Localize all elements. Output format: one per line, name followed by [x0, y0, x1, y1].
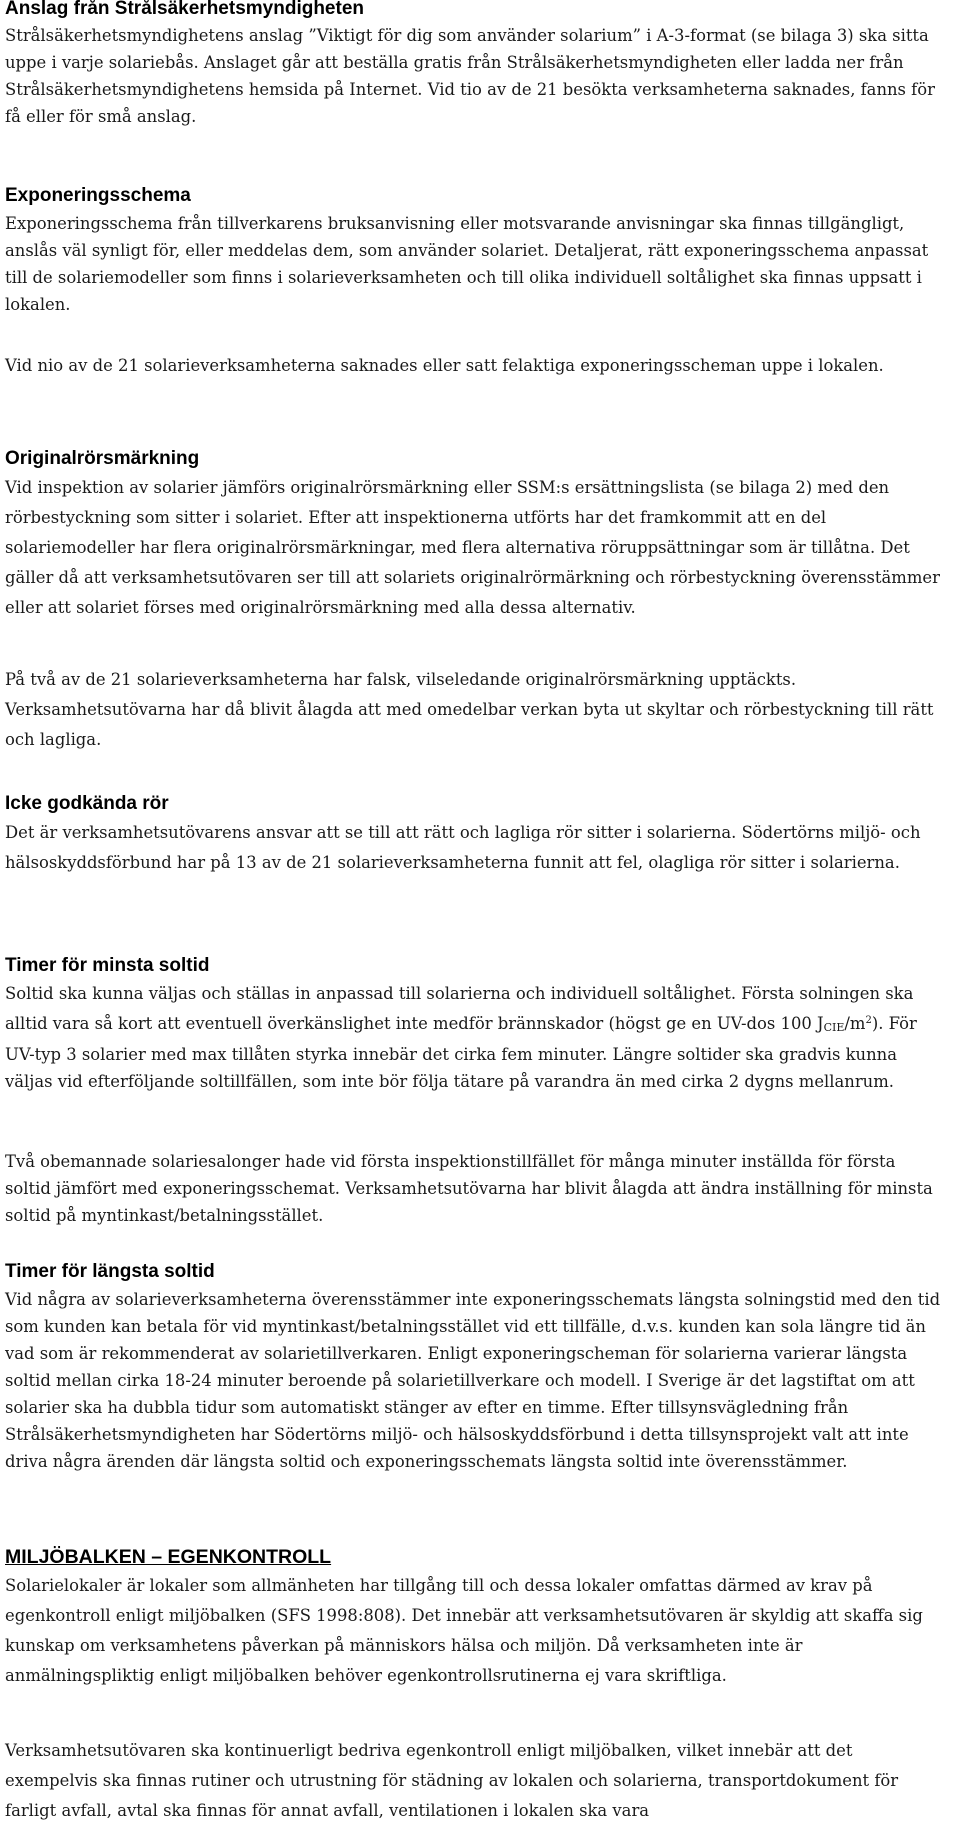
paragraph-timer-langsta-soltid: Vid några av solarieverksamheterna överensstämmer inte exponeringsschemats längsta solningstid med den tid som kunden kan betala för vid myntinkast/betalningsstället vid ett tillfälle, d.v.s. kunden kan sola längre tid än vad som är rekommenderat av solarietillverkaren. Enligt exponeringscheman för solarierna varierar längsta soltid mellan cirka 18-24 minuter beroende på solarietillverkare och modell. I Sverige är det lagstiftat om att solarier ska ha dubbla tidur som automatiskt stänger av efter en timme. Efter tillsynsvägledning från Strålsäkerhetsmyndigheten har Södertörns miljö- och hälsoskyddsförbund i detta tillsynsprojekt valt att inte driva några ärenden där längsta soltid och exponeringsschemats längsta soltid inte överensstämmer.	[5, 1290, 941, 1471]
heading-miljobalken: MILJÖBALKEN – EGENKONTROLL	[5, 1546, 332, 1568]
minsta-text-a: Soltid ska kunna väljas och ställas in anpassad till solarierna och individuell soltålighet. Första solningen ska alltid vara så kort att eventuell överkänslighet inte medför brännskador (högst ge en UV-dos 100 J	[5, 984, 914, 1033]
paragraph-originalrorsmarkning-1: Vid inspektion av solarier jämförs originalrörsmärkning eller SSM:s ersättningslista (se bilaga 2) med den rörbestyckning som sitter i solariet. Efter att inspektionerna utförts har det framkommit att en del solariemodeller har flera originalrörsmärkningar, med flera alternativa röruppsättningar som är tillåtna. Det gäller då att verksamhetsutövaren ser till att solariets originalrörmärkning och rörbestyckning överensstämmer eller att solariet förses med originalrörsmärkning med alla dessa alternativ.	[5, 478, 940, 617]
heading-timer-minsta-soltid: Timer för minsta soltid	[5, 955, 210, 976]
minsta-text-b: /m	[844, 1014, 866, 1033]
paragraph-exponeringsschema-2: Vid nio av de 21 solarieverksamheterna saknades eller satt felaktiga exponeringsscheman uppe i lokalen.	[5, 356, 884, 375]
minsta-text-c: ). För UV-typ 3 solarier med max tillåten styrka innebär det cirka fem minuter. Längre soltider ska gradvis kunna väljas vid efterföljande soltillfällen, som inte bör följa tätare på varandra än med cirka 2 dygns mellanrum.	[5, 1014, 917, 1091]
minsta-superscript: 2	[865, 1015, 872, 1026]
paragraph-originalrorsmarkning-2: På två av de 21 solarieverksamheterna har falsk, vilseledande originalrörsmärkning upptäckts. Verksamhetsutövarna har då blivit ålagda att med omedelbar verkan byta ut skyltar och rörbestyckning till rätt och lagliga.	[5, 670, 934, 749]
heading-originalrorsmarkning: Originalrörsmärkning	[5, 448, 200, 469]
paragraph-miljobalken-2: Verksamhetsutövaren ska kontinuerligt bedriva egenkontroll enligt miljöbalken, vilket innebär att det exempelvis ska finnas rutiner och utrustning för städning av lokalen och solarierna, transportdokument för farligt avfall, avtal ska finnas för annat avfall, ventilationen i lokalen ska vara	[5, 1741, 899, 1820]
paragraph-exponeringsschema-1: Exponeringsschema från tillverkarens bruksanvisning eller motsvarande anvisningar ska finnas tillgängligt, anslås väl synligt för, eller meddelas dem, som använder solariet. Detaljerat, rätt exponeringsschema anpassat till de solariemodeller som finns i solarieverksamheten och till olika individuell soltålighet ska finnas uppsatt i lokalen.	[5, 214, 929, 314]
heading-anslag: Anslag från Strålsäkerhetsmyndigheten	[5, 0, 364, 19]
heading-timer-langsta-soltid: Timer för längsta soltid	[5, 1261, 215, 1282]
heading-icke-godkanda-ror: Icke godkända rör	[5, 793, 169, 814]
paragraph-miljobalken-1: Solarielokaler är lokaler som allmänheten har tillgång till och dessa lokaler omfattas därmed av krav på egenkontroll enligt miljöbalken (SFS 1998:808). Det innebär att verksamhetsutövaren är skyldig att skaffa sig kunskap om verksamhetens påverkan på människors hälsa och miljön. Då verksamheten inte är anmälningspliktig enligt miljöbalken behöver egenkontrollsrutinerna ej vara skriftliga.	[5, 1576, 923, 1685]
paragraph-timer-minsta-soltid-2: Två obemannade solariesalonger hade vid första inspektionstillfället för många minuter inställda för första soltid jämfört med exponeringsschemat. Verksamhetsutövarna har blivit ålagda att ändra inställning för minsta soltid på myntinkast/betalningsstället.	[5, 1152, 933, 1225]
paragraph-icke-godkanda-ror: Det är verksamhetsutövarens ansvar att se till att rätt och lagliga rör sitter i solarierna. Södertörns miljö- och hälsoskyddsförbund har på 13 av de 21 solarieverksamheterna funnit att fel, olagliga rör sitter i solarierna.	[5, 823, 921, 872]
minsta-subscript: CIE	[823, 1021, 845, 1034]
paragraph-timer-minsta-soltid-1	[5, 980, 945, 1095]
paragraph-anslag: Strålsäkerhetsmyndighetens anslag ”Viktigt för dig som använder solarium” i A-3-format (se bilaga 3) ska sitta uppe i varje solariebås. Anslaget går att beställa gratis från Strålsäkerhetsmyndigheten eller ladda ner från Strålsäkerhetsmyndighetens hemsida på Internet. Vid tio av de 21 besökta verksamheterna saknades, fanns för få eller för små anslag.	[5, 26, 935, 126]
heading-exponeringsschema: Exponeringsschema	[5, 185, 191, 206]
